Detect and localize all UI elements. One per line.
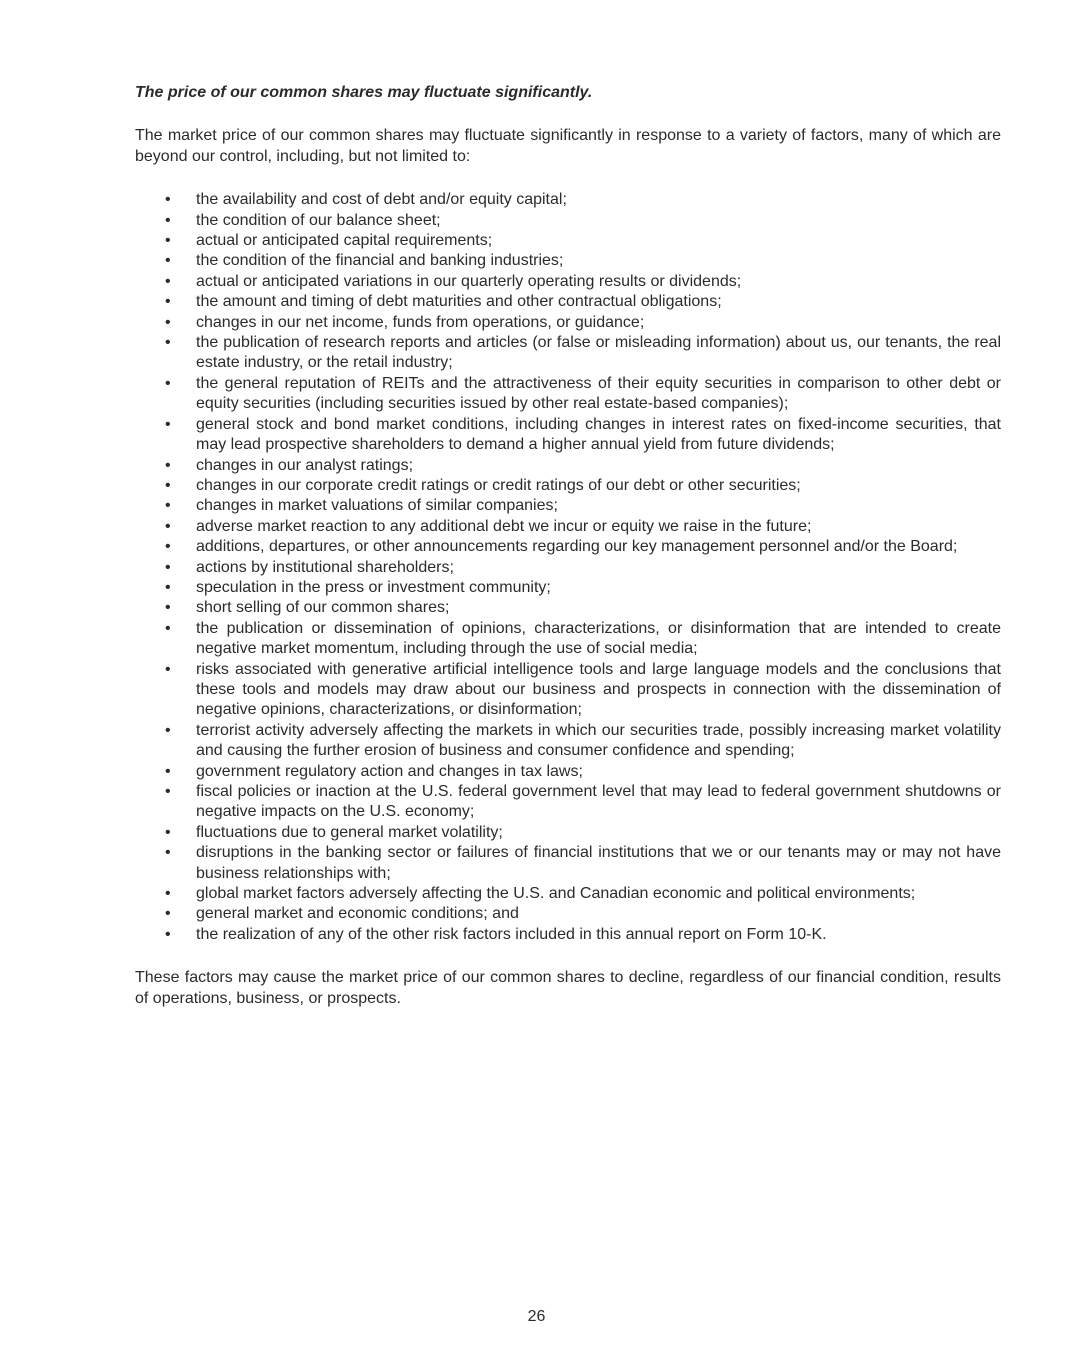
factor-text: the realization of any of the other risk factors included in this annual report on Form 10-K. bbox=[196, 925, 827, 943]
factor-text: adverse market reaction to any additional debt we incur or equity we raise in the future; bbox=[196, 517, 812, 535]
factor-list-item bbox=[135, 231, 1001, 251]
factor-list-item bbox=[135, 496, 1001, 516]
closing-paragraph: These factors may cause the market price of our common shares to decline, regardless of our financial condition, results of operations, business, or prospects. bbox=[135, 969, 1001, 1007]
bullet-marker: • bbox=[165, 905, 171, 923]
bullet-marker: • bbox=[165, 313, 171, 331]
factor-text: the publication of research reports and articles (or false or misleading information) about us, our tenants, the real estate industry, or the retail industry; bbox=[196, 334, 1001, 372]
bullet-marker: • bbox=[165, 517, 171, 535]
factor-text: actions by institutional shareholders; bbox=[196, 558, 454, 576]
bullet-marker: • bbox=[165, 293, 171, 311]
factor-list-item bbox=[135, 823, 1001, 843]
bullet-marker: • bbox=[165, 476, 171, 494]
bullet-marker: • bbox=[165, 497, 171, 515]
factor-list-item bbox=[135, 925, 1001, 945]
factor-text: the publication or dissemination of opinions, characterizations, or disinformation that are intended to create negative market momentum, including through the use of social media; bbox=[196, 619, 1001, 658]
factor-text: the availability and cost of debt and/or equity capital; bbox=[196, 191, 567, 209]
bullet-marker: • bbox=[165, 558, 171, 576]
factor-text: changes in our analyst ratings; bbox=[196, 456, 414, 474]
factor-text: short selling of our common shares; bbox=[196, 599, 450, 617]
factor-text: government regulatory action and changes in tax laws; bbox=[196, 762, 583, 780]
factor-text: global market factors adversely affecting the U.S. and Canadian economic and political environments; bbox=[196, 885, 916, 903]
bullet-marker: • bbox=[165, 844, 171, 862]
intro-paragraph: The market price of our common shares may fluctuate significantly in response to a variety of factors, many of which are beyond our control, including, but not limited to: bbox=[135, 127, 1001, 165]
factor-text: speculation in the press or investment community; bbox=[196, 578, 551, 596]
factor-text: actual or anticipated variations in our quarterly operating results or dividends; bbox=[196, 272, 742, 290]
factor-text: general market and economic conditions; and bbox=[196, 905, 519, 923]
factor-text: fluctuations due to general market volatility; bbox=[196, 823, 503, 841]
bullet-marker: • bbox=[165, 374, 171, 392]
bullet-marker: • bbox=[165, 762, 171, 780]
factor-list-item bbox=[135, 517, 1001, 537]
section-heading: The price of our common shares may fluctuate significantly. bbox=[135, 84, 593, 101]
factor-text: general stock and bond market conditions, including changes in interest rates on fixed-income securities, that may lead prospective shareholders to demand a higher annual yield from future dividends; bbox=[196, 415, 1001, 454]
factor-text: additions, departures, or other announcements regarding our key management personnel and/or the Board; bbox=[196, 538, 958, 556]
factor-list-item bbox=[135, 476, 1001, 496]
bullet-marker: • bbox=[165, 191, 171, 209]
bullet-marker: • bbox=[165, 334, 171, 352]
factor-list-item bbox=[135, 190, 1001, 210]
factor-list-item bbox=[135, 578, 1001, 598]
page-number: 26 bbox=[527, 1308, 546, 1325]
factor-text: the amount and timing of debt maturities and other contractual obligations; bbox=[196, 293, 722, 311]
factor-text: changes in our net income, funds from operations, or guidance; bbox=[196, 313, 645, 331]
bullet-marker: • bbox=[165, 252, 171, 270]
factor-text: risks associated with generative artificial intelligence tools and large language models and the conclusions that these tools and models may draw about our business and prospects in connection with the dissemination of negative opinions, characterizations, or disinformation; bbox=[196, 660, 1001, 719]
factor-list-item bbox=[135, 558, 1001, 578]
factor-list-item bbox=[135, 598, 1001, 618]
factor-list-item bbox=[135, 904, 1001, 924]
factor-text: the general reputation of REITs and the attractiveness of their equity securities in comparison to other debt or equity securities (including securities issued by other real estate-based companies); bbox=[196, 374, 1001, 413]
bullet-marker: • bbox=[165, 885, 171, 903]
factor-list-item bbox=[135, 843, 1001, 884]
bullet-marker: • bbox=[165, 925, 171, 943]
factor-list-item bbox=[135, 884, 1001, 904]
factor-list-item bbox=[135, 782, 1001, 823]
factor-text: changes in our corporate credit ratings or credit ratings of our debt or other securities; bbox=[196, 476, 801, 494]
factor-list-item bbox=[135, 211, 1001, 231]
factor-text: changes in market valuations of similar companies; bbox=[196, 497, 558, 515]
bullet-marker: • bbox=[165, 232, 171, 250]
bullet-marker: • bbox=[165, 415, 171, 433]
factor-list-item bbox=[135, 660, 1001, 721]
bullet-marker: • bbox=[165, 272, 171, 290]
bullet-marker: • bbox=[165, 578, 171, 596]
factor-text: fiscal policies or inaction at the U.S. federal government level that may lead to federal government shutdowns or negative impacts on the U.S. economy; bbox=[196, 783, 1001, 821]
factor-text: disruptions in the banking sector or failures of financial institutions that we or our tenants may or may not have business relationships with; bbox=[196, 844, 1001, 882]
factor-list-item bbox=[135, 333, 1001, 374]
factor-list-item bbox=[135, 313, 1001, 333]
factor-text: actual or anticipated capital requirements; bbox=[196, 232, 493, 250]
factor-list bbox=[135, 190, 1001, 945]
factor-text: the condition of our balance sheet; bbox=[196, 211, 441, 229]
bullet-marker: • bbox=[165, 619, 171, 637]
factor-list-item bbox=[135, 619, 1001, 660]
factor-text: the condition of the financial and banking industries; bbox=[196, 252, 564, 270]
bullet-marker: • bbox=[165, 211, 171, 229]
factor-list-item bbox=[135, 292, 1001, 312]
bullet-marker: • bbox=[165, 456, 171, 474]
factor-list-item bbox=[135, 415, 1001, 456]
factor-list-item bbox=[135, 721, 1001, 762]
bullet-marker: • bbox=[165, 721, 171, 739]
factor-list-item bbox=[135, 374, 1001, 415]
bullet-marker: • bbox=[165, 823, 171, 841]
bullet-marker: • bbox=[165, 538, 171, 556]
document-page bbox=[135, 83, 1001, 1009]
factor-text: terrorist activity adversely affecting the markets in which our securities trade, possibly increasing market volatility and causing the further erosion of business and consumer confidence and spending; bbox=[196, 721, 1001, 760]
factor-list-item bbox=[135, 272, 1001, 292]
factor-list-item bbox=[135, 762, 1001, 782]
factor-list-item bbox=[135, 251, 1001, 271]
bullet-marker: • bbox=[165, 599, 171, 617]
bullet-marker: • bbox=[165, 783, 171, 800]
factor-list-item bbox=[135, 537, 1001, 557]
factor-list-item bbox=[135, 456, 1001, 476]
bullet-marker: • bbox=[165, 660, 171, 678]
